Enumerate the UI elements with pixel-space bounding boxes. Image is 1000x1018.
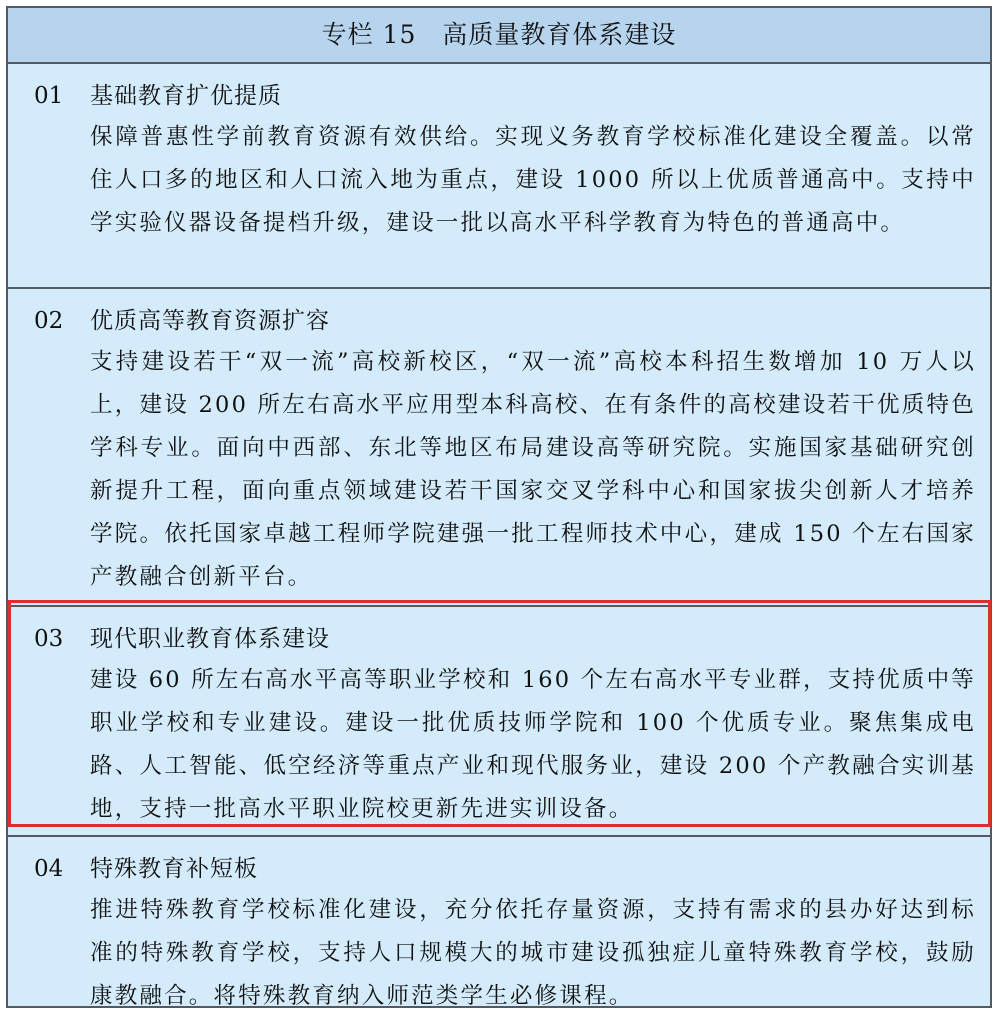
section-title: 现代职业教育体系建设 bbox=[90, 626, 330, 652]
section-number: 04 bbox=[34, 856, 64, 882]
section-title: 优质高等教育资源扩容 bbox=[90, 308, 330, 334]
section-number: 01 bbox=[34, 83, 64, 109]
section-body: 支持建设若干“双一流”高校新校区，“双一流”高校本科招生数增加 10 万人以上，建设 200 所左右高水平应用型本科高校、在有条件的高校建设若干优质特色学科专业。面向中西部、东北等地区布局建设高等研究院。实施国家基础研究创新提升工程，面向重点领域建设若干国家交叉学科中心和国家拔尖创新人才培养学院。依托国家卓越工程师学院建强一批工程师技术中心，建成 150 个左右国家产教融合创新平台。 bbox=[90, 349, 976, 590]
section-title: 基础教育扩优提质 bbox=[90, 83, 282, 109]
section-heading bbox=[8, 76, 990, 116]
section-body: 建设 60 所左右高水平高等职业学校和 160 个左右高水平专业群，支持优质中等职业学校和专业建设。建设一批优质技师学院和 100 个优质专业。聚焦集成电路、人工智能、低空经济等重点产业和现代服务业，建设 200 个产教融合实训基地，支持一批高水平职业院校更新先进实训设备。 bbox=[90, 667, 976, 822]
column-box bbox=[6, 6, 992, 1008]
section-number: 02 bbox=[34, 308, 64, 334]
section-heading bbox=[8, 619, 990, 659]
section-title: 特殊教育补短板 bbox=[90, 856, 258, 882]
section-basic-education bbox=[8, 64, 990, 289]
section-higher-education bbox=[8, 289, 990, 607]
column-header: 专栏 15 高质量教育体系建设 bbox=[8, 8, 990, 64]
section-special-education bbox=[8, 837, 990, 1007]
section-body: 推进特殊教育学校标准化建设，充分依托存量资源，支持有需求的县办好达到标准的特殊教育学校，支持人口规模大的城市建设孤独症儿童特殊教育学校，鼓励康教融合。将特殊教育纳入师范类学生必修课程。 bbox=[90, 897, 976, 1009]
section-body: 保障普惠性学前教育资源有效供给。实现义务教育学校标准化建设全覆盖。以常住人口多的地区和人口流入地为重点，建设 1000 所以上优质普通高中。支持中学实验仪器设备提档升级，建设一批以高水平科学教育为特色的普通高中。 bbox=[90, 124, 976, 236]
section-number: 03 bbox=[34, 626, 64, 652]
section-heading bbox=[8, 301, 990, 341]
section-vocational-education bbox=[8, 607, 990, 837]
section-heading bbox=[8, 849, 990, 889]
